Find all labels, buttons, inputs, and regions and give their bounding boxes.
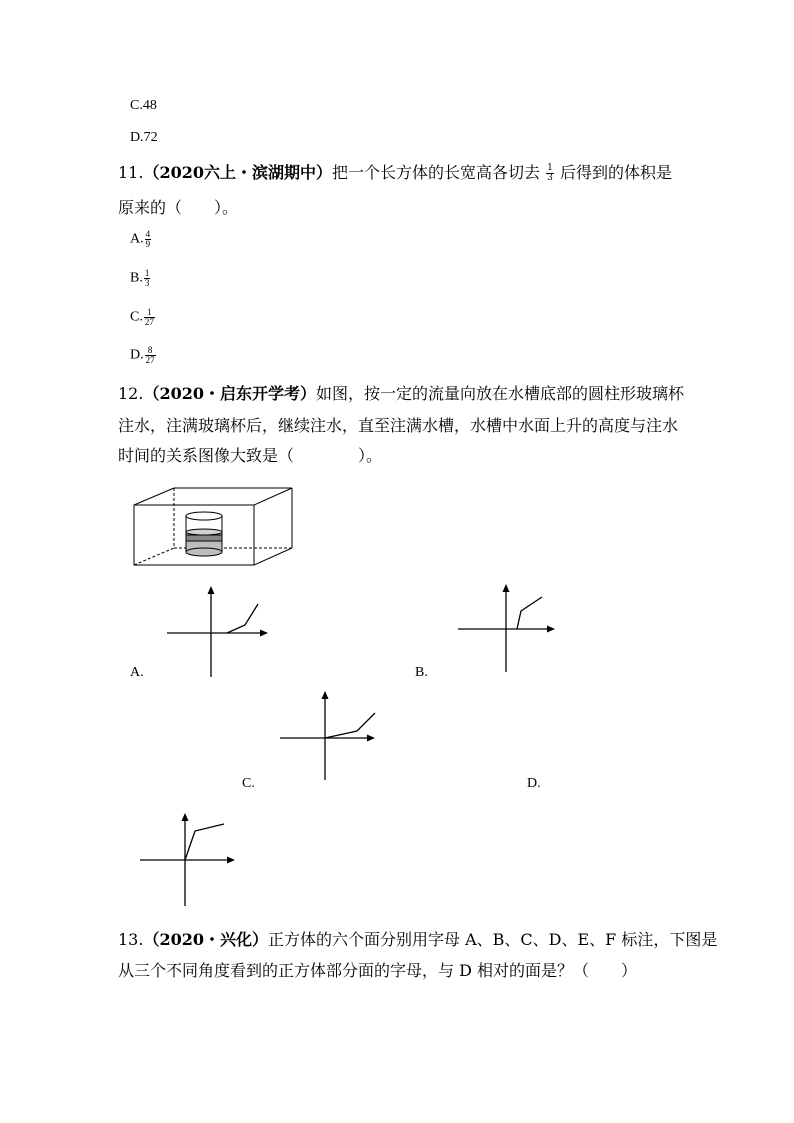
question-11-line-2: 原来的（ ）。 <box>118 198 239 217</box>
question-12-line-1 <box>118 386 684 402</box>
question-number: 13. <box>118 930 144 949</box>
question-stem: 把一个长方体的长宽高各切去 <box>332 163 541 182</box>
fraction: $\frac{1}{3}$ <box>547 163 553 183</box>
question-number: 11. <box>118 163 144 182</box>
label-option-d: D. <box>527 776 541 791</box>
label-option-a: A. <box>130 665 144 680</box>
question-11-line-1 <box>118 164 672 183</box>
question-12-line-3: 时间的关系图像大致是（ ）。 <box>118 446 383 465</box>
question-13-line-2: 从三个不同角度看到的正方体部分面的字母，与 D 相对的面是？（ ） <box>118 961 638 980</box>
graph-option-b <box>455 580 560 675</box>
question-12-line-2: 注水，注满玻璃杯后，继续注水，直至注满水槽，水槽中水面上升的高度与注水 <box>118 416 679 435</box>
label-option-c: C. <box>242 776 255 791</box>
question-number: 12. <box>118 384 144 403</box>
q11-option-d: D. $\frac{8}{27}$ <box>130 345 155 365</box>
question-source: （2020六上・滨湖期中） <box>143 163 332 182</box>
option-d-prev: D.72 <box>130 130 158 145</box>
question-source: （2020・启东开学考） <box>143 384 316 403</box>
q11-option-b: B. $\frac{1}{3}$ <box>130 268 150 288</box>
question-source: （2020・兴化） <box>143 930 268 949</box>
q11-option-a: A. $\frac{4}{9}$ <box>130 229 151 249</box>
question-stem-cont: 后得到的体积是 <box>559 163 672 182</box>
question-stem: 正方体的六个面分别用字母 A、B、C、D、E、F 标注，下图是 <box>268 930 718 949</box>
q11-option-c: C. $\frac{1}{27}$ <box>130 307 154 327</box>
option-c-prev: C.48 <box>130 98 157 113</box>
question-stem: 如图，按一定的流量向放在水槽底部的圆柱形玻璃杯 <box>316 384 685 403</box>
graph-option-c <box>278 688 383 783</box>
graph-option-a <box>165 585 270 680</box>
water-tank-figure <box>130 485 300 570</box>
label-option-b: B. <box>415 665 428 680</box>
graph-option-d <box>138 812 243 907</box>
question-13-line-1 <box>118 932 717 948</box>
glass-cup <box>186 512 222 556</box>
